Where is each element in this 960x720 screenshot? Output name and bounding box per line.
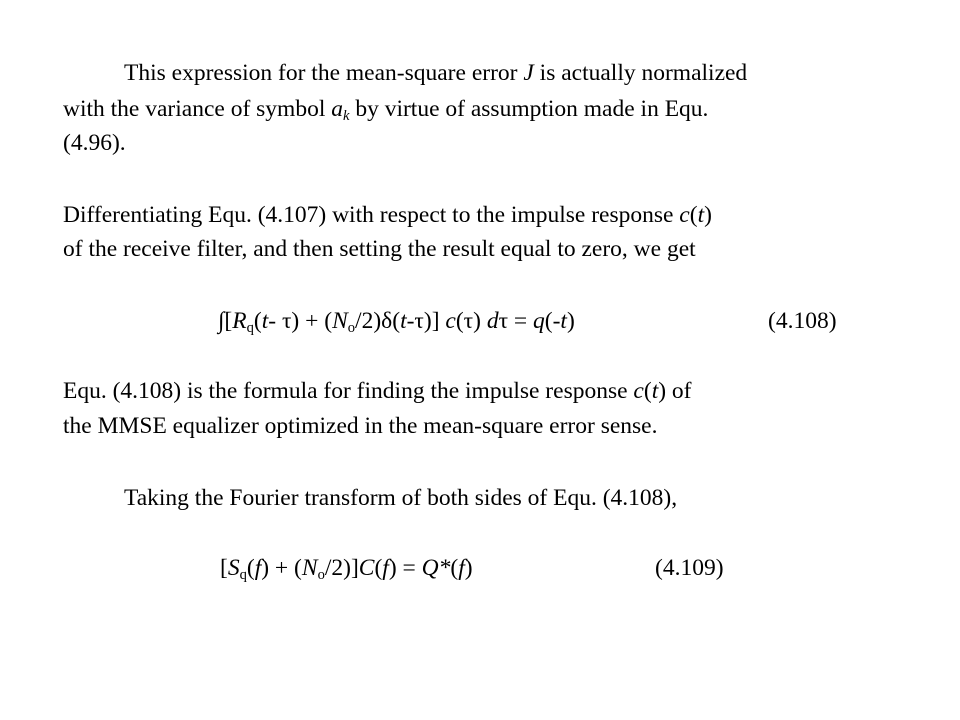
variable-c: c	[445, 308, 456, 334]
text-span: Differentiating Equ. (4.107) with respect to the impulse response	[63, 202, 680, 228]
paragraph1-line2	[63, 96, 709, 125]
text-span: This expression for the mean-square error	[124, 60, 524, 86]
eq-text: (	[450, 555, 459, 581]
variable-c: c	[679, 202, 690, 228]
eq-text: (	[374, 555, 383, 581]
variable-a: a	[331, 96, 343, 122]
text-span: Equ. (4.108) is the formula for finding the impulse response	[63, 378, 634, 404]
variable-f: f	[382, 555, 389, 581]
paragraph1-line1	[124, 62, 747, 86]
paragraph2-line2: of the receive filter, and then setting the result equal to zero, we get	[63, 236, 696, 262]
subscript-q: q	[246, 320, 254, 337]
integral-sign: ∫[	[218, 308, 233, 334]
paren: (	[689, 202, 698, 228]
eq-text: (τ)	[455, 308, 487, 334]
subscript-q: q	[239, 567, 247, 584]
text-span: by virtue of assumption made in Equ.	[349, 96, 709, 122]
eq-text: /2)δ(	[355, 308, 401, 334]
paren: )	[704, 202, 712, 228]
eq-text: ) =	[388, 555, 422, 581]
variable-f: f	[254, 555, 262, 581]
symbol-N: N	[332, 308, 348, 334]
paren: (	[643, 378, 652, 404]
variable-f: f	[458, 555, 465, 581]
symbol-N: N	[301, 555, 318, 581]
equation-number-4-109: (4.109)	[655, 555, 724, 581]
eq-text: (	[246, 555, 255, 581]
text-span: with the variance of symbol	[63, 96, 332, 122]
paragraph2-line1	[63, 204, 712, 228]
variable-t: t	[400, 308, 407, 334]
variable-q: q	[533, 308, 545, 334]
variable-d: d	[486, 308, 499, 334]
eq-text: /2)]	[324, 555, 359, 581]
symbol-S: S	[227, 555, 240, 581]
paragraph1-line3: (4.96).	[63, 130, 126, 156]
eq-text: (	[253, 308, 262, 334]
paragraph3-line1	[63, 380, 692, 404]
paragraph4-line1: Taking the Fourier transform of both sides of Equ. (4.108),	[124, 485, 678, 511]
equation-4-109	[220, 555, 473, 584]
equation-4-108	[218, 308, 575, 337]
subscript-o: o	[317, 567, 325, 584]
symbol-C: C	[358, 555, 375, 581]
symbol-R: R	[232, 308, 247, 334]
eq-text: )	[464, 555, 473, 581]
eq-text: )	[566, 308, 575, 334]
variable-J: J	[523, 60, 534, 86]
subscript-k: k	[342, 108, 350, 125]
variable-t: t	[560, 308, 567, 334]
variable-t: t	[697, 202, 705, 228]
eq-text: (-	[544, 308, 561, 334]
subscript-o: o	[347, 320, 356, 337]
eq-text: τ =	[498, 308, 534, 334]
eq-text: -τ)]	[406, 308, 446, 334]
eq-text: ) + (	[261, 555, 302, 581]
eq-text: - τ) + (	[268, 308, 333, 334]
symbol-Q-conj: Q*	[421, 555, 451, 581]
paragraph3-line2: the MMSE equalizer optimized in the mean-square error sense.	[63, 413, 658, 439]
variable-c: c	[633, 378, 644, 404]
text-span: is actually normalized	[533, 60, 748, 86]
text-span: ) of	[658, 378, 692, 404]
variable-t: t	[651, 378, 659, 404]
eq-text: [	[220, 555, 228, 581]
equation-number-4-108: (4.108)	[768, 308, 837, 334]
variable-t: t	[261, 308, 269, 334]
